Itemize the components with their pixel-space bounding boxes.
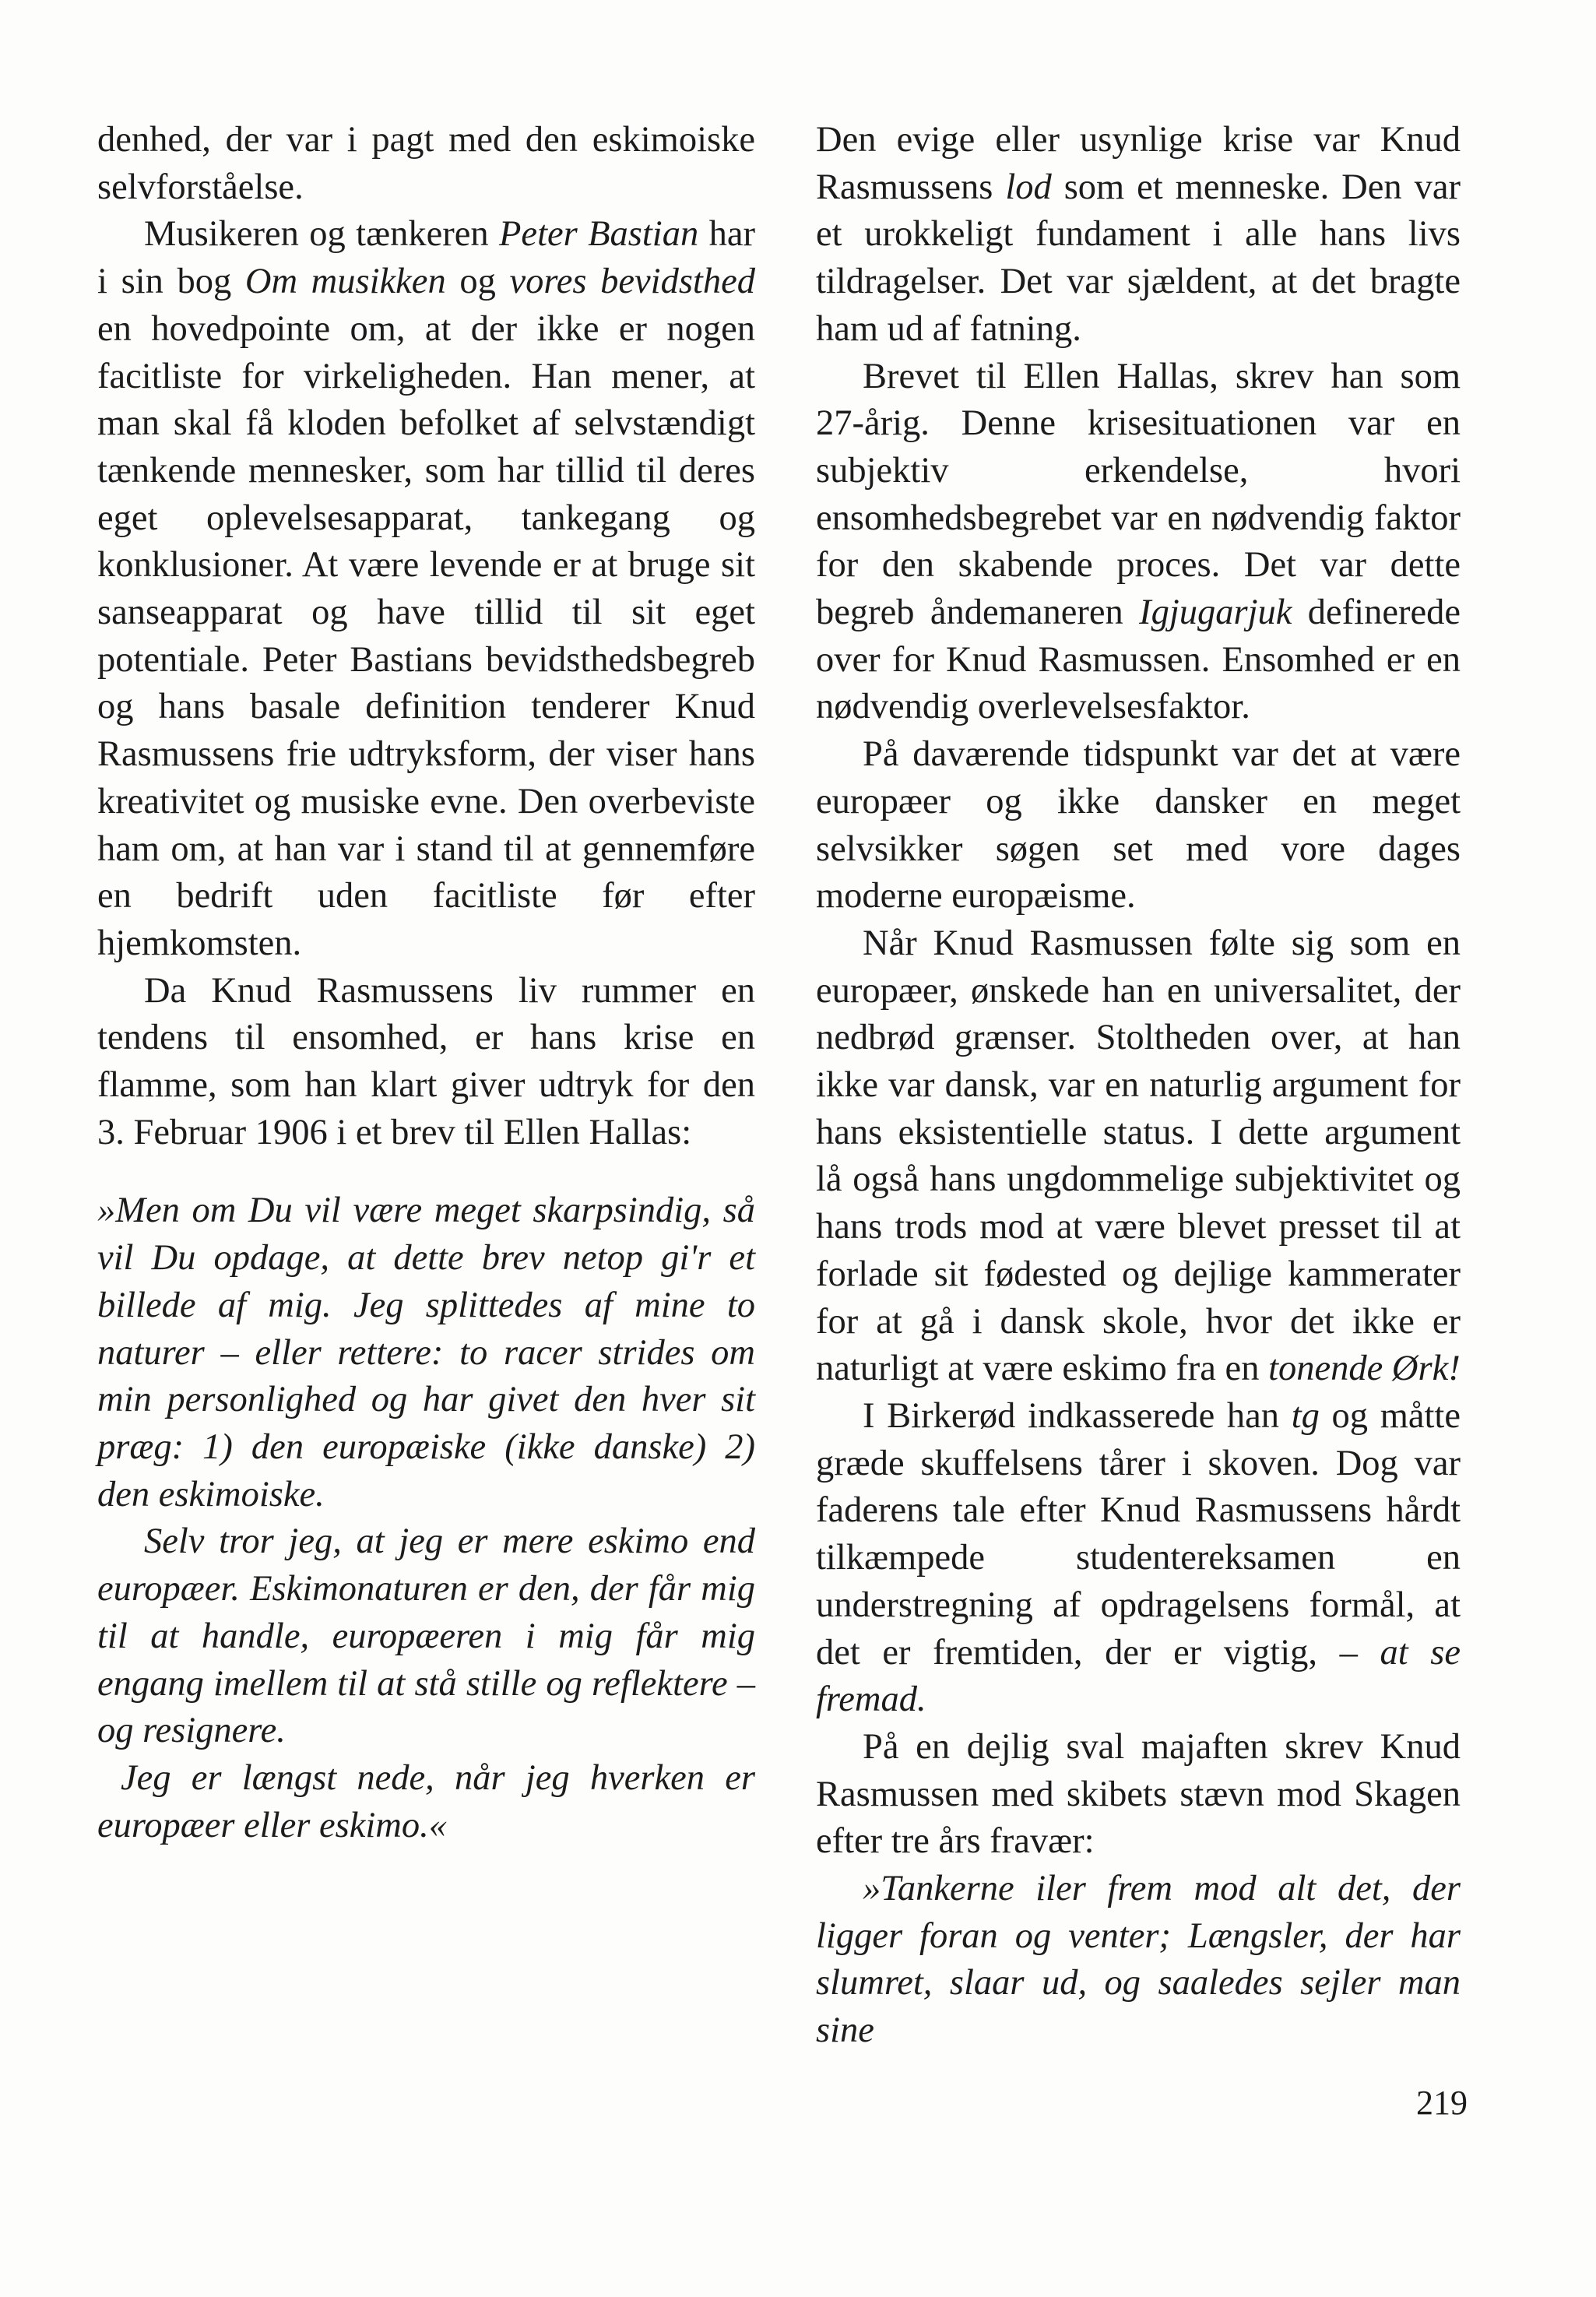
paragraph: Da Knud Rasmussens liv rummer en tendens til ensomhed, er hans krise en flamme, som han klart giver udtryk for den 3. Februar 1906 i et brev til Ellen Hallas: xyxy=(97,970,755,1152)
block-quote: »Tankerne iler frem mod alt det, der ligger foran og venter; Længsler, der har slumret, slaar ud, og saaledes sejler man sine xyxy=(816,1869,1461,2051)
text-run: Musikeren og tænkeren xyxy=(144,214,500,255)
text-run: Brevet til Ellen Hallas, skrev han som 27-årig. Denne krisesituationen var en subjektiv erkendelse, hvori ensomhedsbegrebet var en nødvendig faktor for den skabende proces. Det var dette begreb åndemaneren xyxy=(816,356,1461,633)
italic-book-title: vores bevidsthed xyxy=(509,262,755,302)
block-quote: Jeg er længst nede, når jeg hverken er europæer eller eskimo.« xyxy=(97,1757,755,1845)
text-run: Når Knud Rasmussen følte sig som en europæer, ønskede han en universalitet, der nedbrød grænser. Stoltheden over, at han ikke var dansk, var en naturlig argument for hans eksistentielle status. I dette argument lå også hans ungdommelige subjektivitet og hans trods mod at være blevet presset til at forlade sit fødested og dejlige kammerater for at gå i dansk skole, hvor det ikke er naturligt at være eskimo fra en xyxy=(816,923,1461,1389)
text-run: og måtte græde skuffelsens tårer i skoven. Dog var faderens tale efter Knud Rasmussens hårdt tilkæmpede studentereksamen en understregning af opdragelsens formål, at det er fremtiden, der er vigtig, – xyxy=(816,1395,1461,1673)
right-column xyxy=(816,117,1461,2055)
text-run: Den evige eller usynlige krise var Knud Rasmussens xyxy=(816,120,1461,207)
text-run: en hovedpointe om, at der ikke er nogen facitliste for virkeligheden. Han mener, at man skal få kloden befolket af selvstændigt tænkende mennesker, som har tillid til deres eget oplevelsesapparat, tankegang og konklusioner. At være levende er at bruge sit sanseapparat og have tillid til sit eget potentiale. Peter Bastians bevidsthedsbegreb og hans basale definition tenderer Knud Rasmussens frie udtryksform, der viser hans kreativitet og musiske evne. Den overbeviste ham om, at han var i stand til at gennemføre en bedrift uden facitliste før efter hjemkomsten. xyxy=(97,308,755,963)
text-run: har i sin bog xyxy=(97,214,755,302)
italic-name: Igjugarjuk xyxy=(1139,593,1292,633)
left-column xyxy=(97,117,755,1849)
italic-name: Peter Bastian xyxy=(499,214,699,255)
text-run: definerede over for Knud Rasmussen. Ensomhed er en nødvendig overlevelsesfaktor. xyxy=(816,593,1461,727)
page-number: 219 xyxy=(1416,2084,1468,2122)
text-run: som et menneske. Den var et urokkeligt fundament i alle hans livs tildragelser. Det var sjældent, at det bragte ham ud af fatning. xyxy=(816,167,1461,349)
paragraph xyxy=(816,354,1461,732)
italic-word: tg xyxy=(1291,1395,1320,1436)
text-run: og xyxy=(445,262,510,302)
paragraph xyxy=(816,920,1461,1393)
paragraph xyxy=(97,211,755,967)
text-run: I Birkerød indkasserede han xyxy=(863,1395,1292,1436)
italic-word: lod xyxy=(1005,167,1052,207)
italic-phrase: tonende Ørk! xyxy=(1268,1349,1461,1389)
paragraph: På en dejlig sval majaften skrev Knud Rasmussen med skibets stævn mod Skagen efter tre års fravær: xyxy=(816,1726,1461,1862)
paragraph: denhed, der var i pagt med den eskimoiske selvforståelse. xyxy=(97,120,755,207)
paragraph xyxy=(816,117,1461,354)
block-quote: »Men om Du vil være meget skarpsindig, så vil Du opdage, at dette brev netop gi'r et billede af mig. Jeg splittedes af mine to naturer – eller rettere: to racer strides om min personlighed og har givet den hver sit præg: 1) den europæiske (ikke danske) 2) den eskimoiske. xyxy=(97,1191,755,1514)
italic-book-title: Om musikken xyxy=(244,262,446,302)
paragraph: På daværende tidspunkt var det at være europæer og ikke dansker en meget selvsikker søgen set med vore dages moderne europæisme. xyxy=(816,734,1461,916)
italic-phrase: at se fremad. xyxy=(816,1632,1461,1720)
block-quote: Selv tror jeg, at jeg er mere eskimo end europæer. Eskimonaturen er den, der får mig til at handle, europæeren i mig får mig engang imellem til at stå stille og reflektere – og resignere. xyxy=(97,1521,755,1751)
paragraph xyxy=(816,1393,1461,1724)
